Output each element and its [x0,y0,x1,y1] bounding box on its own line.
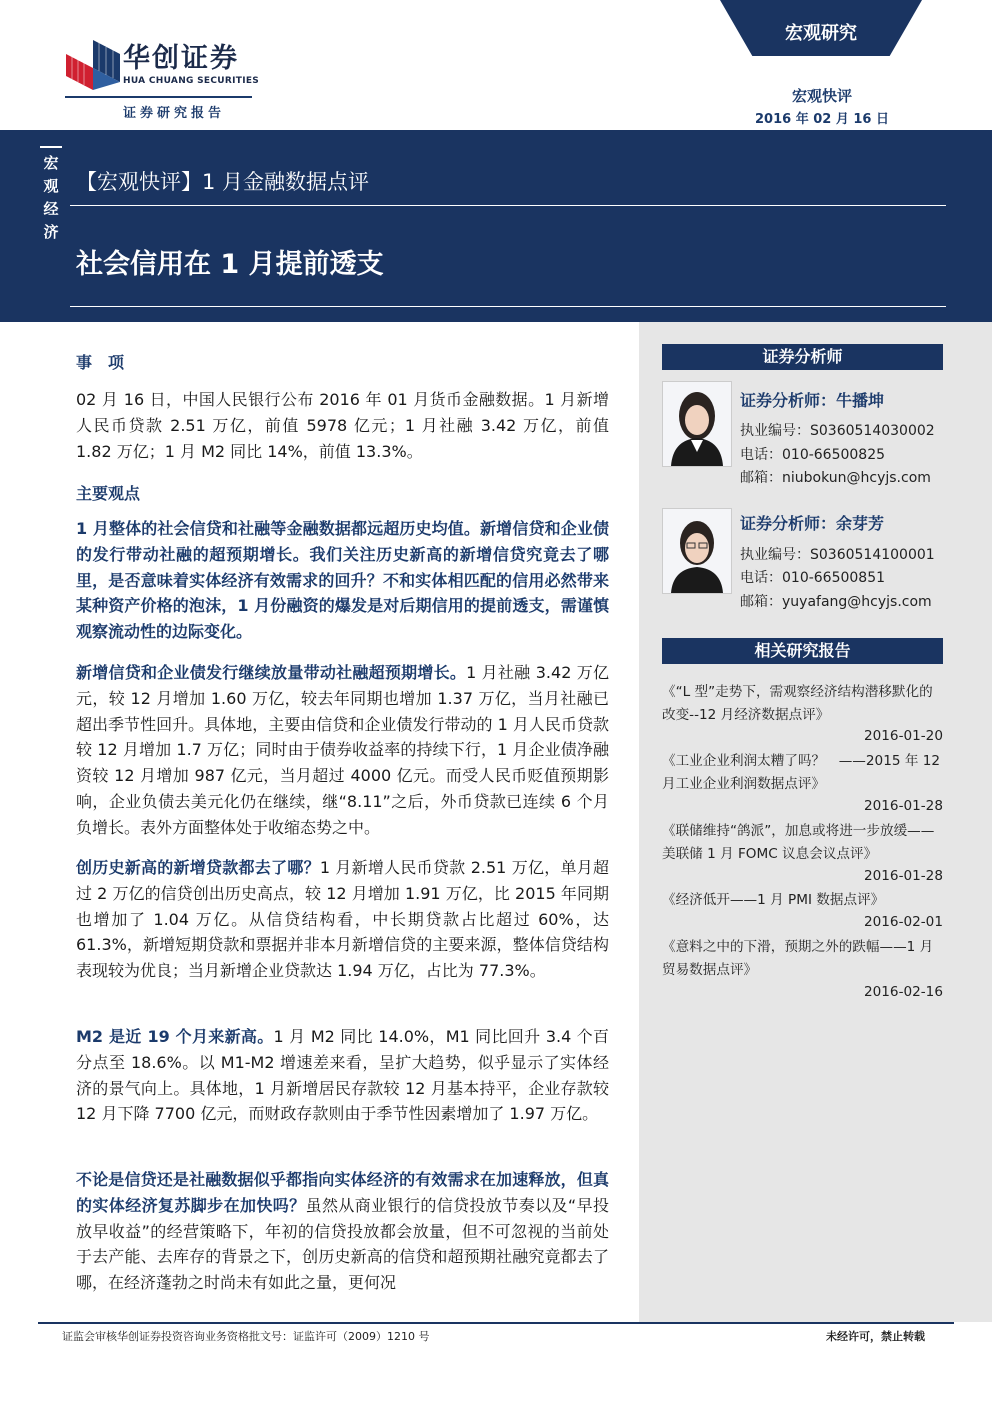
section-heading-views: 主要观点 [76,484,141,503]
analyst-email[interactable]: 邮箱：niubokun@hcyjs.com [740,470,931,486]
footer-license: 证监会审核华创证券投资咨询业务资格批文号：证监许可（2009）1210 号 [62,1330,430,1343]
analyst-phone: 电话：010-66500851 [740,570,886,586]
related-report-date: 2016-01-28 [863,868,943,884]
band-divider-top [70,205,946,206]
m2-paragraph [76,1024,609,1127]
paragraph-text: 1 月新增人民币贷款 2.51 万亿，单月超过 2 万亿的信贷创出历史高点，较 12 月增加 1.91 万亿，比 2015 年同期也增加了 1.04 万亿。从信贷结构看，中长期贷款占比超过 60%，达 61.3%，新增短期贷款和票据并非本月新增信贷的主要来源，整体信贷结构表现较为优良；当月新增企业贷款达 1.94 万亿，占比为 77.3%。 [76,858,609,981]
analyst-license: 执业编号：S0360514100001 [740,547,935,563]
related-report-title[interactable]: 《意料之中的下滑，预期之外的跌幅——1 月贸易数据点评》 [662,939,934,978]
title-band [0,130,992,322]
key-point-paragraph [76,516,609,645]
conclusion-paragraph [76,1167,609,1296]
analyst-name: 证券分析师：余芽芳 [740,514,885,533]
related-report-date: 2016-01-28 [863,798,943,814]
related-report-date: 2016-01-20 [863,728,943,744]
analysts-heading: 证券分析师 [662,344,943,370]
paragraph-lead: M2 是近 19 个月来新高。 [76,1027,274,1046]
band-divider-bottom [70,306,946,307]
paragraph-text: 1 月社融 3.42 万亿元，较 12 月增加 1.60 万亿，较去年同期也增加 1.37 万亿，当月社融已超出季节性回升。具体地，主要由信贷和企业债发行带动的 1 月人民币贷款较 12 月增加 1.7 万亿；同时由于债券收益率的持续下行，1 月企业债净融资较 12 月增加 987 亿元，当月超过 4000 亿元。而受人民币贬值预期影响，企业负债去美元化仍在继续，继“8.11”之后，外币贷款已连续 6 个月负增长。表外方面整体处于收缩态势之中。 [76,663,609,837]
section-heading-event: 事 项 [76,353,125,372]
analyst-photo-icon [662,508,732,594]
related-report-date: 2016-02-01 [863,914,943,930]
analyst-photo-icon [662,381,732,467]
related-report-date: 2016-02-16 [863,984,943,1000]
paragraph-text: 1 月 M2 同比 14.0%，M1 同比回升 3.4 个百分点至 18.6%。以 M1-M2 增速差来看，呈扩大趋势，似乎显示了实体经济的景气向上。具体地，1 月新增居民存款较 12 月基本持平，企业存款较 12 月下降 7700 亿元，而财政存款则由于季节性因素增加了 1.97 万亿。 [76,1027,609,1124]
series-label: 宏观快评 [791,87,852,105]
paragraph-lead: 不论是信贷还是社融数据似乎都指向实体经济的有效需求在加速释放，但真的实体经济复苏脚步在加快吗？ [76,1170,609,1215]
analyst-license: 执业编号：S0360514030002 [740,423,935,439]
paragraph-lead: 新增信贷和企业债发行继续放量带动社融超预期增长。 [76,663,467,682]
related-report-title[interactable]: 《工业企业利润太糟了吗？ ——2015 年 12 月工业企业利润数据点评》 [662,753,941,792]
footer-divider [38,1322,954,1324]
event-paragraph: 02 月 16 日，中国人民银行公布 2016 年 01 月货币金融数据。1 月新增人民币贷款 2.51 万亿，前值 5978 亿元；1 月社融 3.42 万亿，前值 1.82 万亿；1 月 M2 同比 14%，前值 13.3%。 [76,390,609,461]
side-category-tab: 宏观经济 [40,146,62,244]
related-report-title[interactable]: 《联储维持“鸽派”，加息或将进一步放缓——美联储 1 月 FOMC 议息会议点评》 [662,823,935,862]
brand-name-cn: 华创证券 [123,43,239,74]
footer-notice: 未经许可，禁止转载 [826,1330,925,1343]
new-loans-paragraph [76,855,609,984]
analyst-name: 证券分析师：牛播坤 [740,391,885,410]
related-report-title[interactable]: 《“L 型”走势下，需观察经济结构潜移默化的改变--12 月经济数据点评》 [662,684,933,723]
category-label: 宏观研究 [785,23,857,44]
report-subtitle: 【宏观快评】1 月金融数据点评 [76,170,370,194]
related-report-title[interactable]: 《经济低开——1 月 PMI 数据点评》 [662,892,885,908]
analyst-email[interactable]: 邮箱：yuyafang@hcyjs.com [740,594,932,610]
report-type-label: 证券研究报告 [123,106,226,121]
analyst-phone: 电话：010-66500825 [740,447,886,463]
paragraph-text: 虽然从商业银行的信贷投放节奏以及“早投放早收益”的经营策略下，年初的信贷投放都会放量，但不可忽视的当前处于去产能、去库存的背景之下，创历史新高的信贷和超预期社融究竟都去了哪，在经济蓬勃之时尚未有如此之量，更何况 [76,1195,609,1293]
key-point-bold: 1 月整体的社会信贷和社融等金融数据都远超历史均值。新增信贷和企业债的发行带动社融的超预期增长。我们关注历史新高的新增信贷究竟去了哪里，是否意味着实体经济有效需求的回升？不和实体相匹配的信用必然带来某种资产价格的泡沫，1 月份融资的爆发是对后期信用的提前透支，需谨慎观察流动性的边际变化。 [76,519,609,642]
brand-name-en: HUA CHUANG SECURITIES [123,76,260,86]
company-logo-icon [66,40,120,90]
header-divider [65,96,252,98]
related-reports-heading: 相关研究报告 [662,638,943,664]
report-date: 2016 年 02 月 16 日 [755,112,889,127]
credit-growth-paragraph [76,660,609,841]
paragraph-lead: 创历史新高的新增贷款都去了哪？ [76,858,320,877]
report-title: 社会信用在 1 月提前透支 [76,249,384,280]
